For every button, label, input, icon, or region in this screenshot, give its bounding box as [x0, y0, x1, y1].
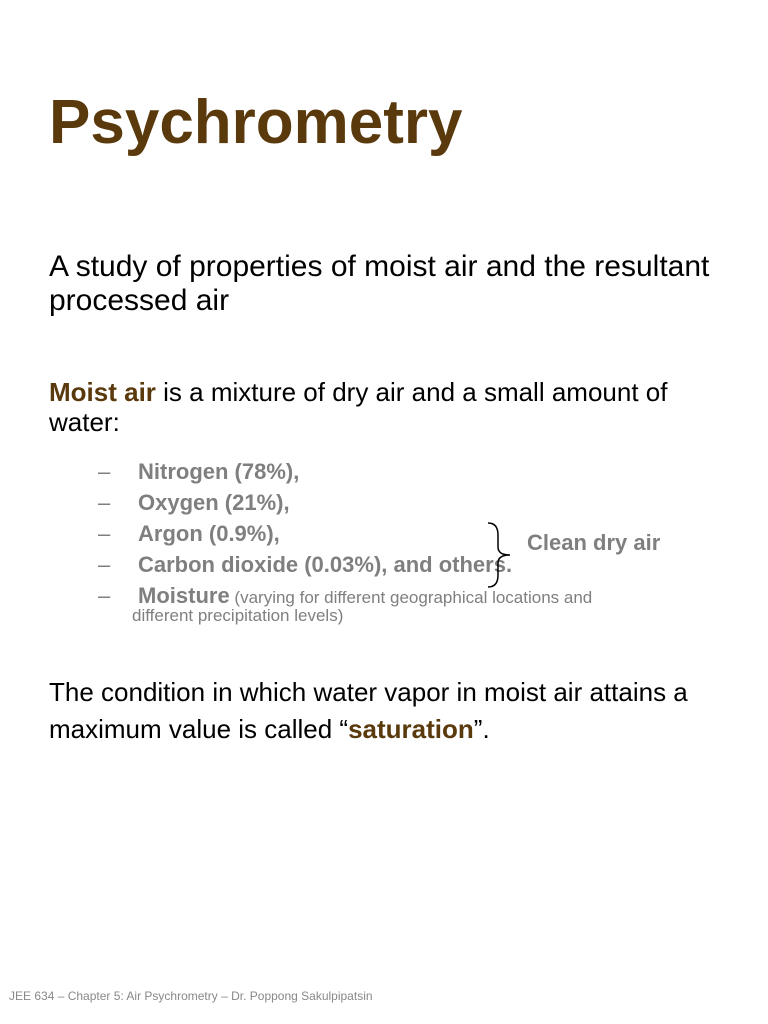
moisture-note: (varying for different geographical locations and	[229, 588, 593, 607]
curly-brace-icon	[485, 521, 515, 589]
clean-dry-air-label: Clean dry air	[527, 530, 661, 555]
moisture-note-continued: different precipitation levels)	[132, 606, 344, 625]
saturation-definition	[49, 674, 749, 748]
moist-air-description: is a mixture of dry air and a small amount of water:	[49, 377, 668, 437]
intro-text: A study of properties of moist air and the resultant processed air	[49, 250, 710, 317]
dash-bullet: –	[98, 552, 111, 577]
moist-air-term: Moist air	[49, 377, 156, 407]
air-components-list	[98, 456, 592, 613]
dash-bullet: –	[98, 521, 111, 546]
dash-bullet: –	[98, 583, 111, 608]
component-label: Nitrogen (78%),	[138, 459, 300, 484]
list-item	[98, 518, 592, 549]
slide-title: Psychrometry	[49, 88, 463, 157]
component-label: Argon (0.9%),	[138, 521, 280, 546]
saturation-text: The condition in which water vapor in moist air attains a maximum value is called “	[49, 677, 688, 744]
component-label: Oxygen (21%),	[138, 490, 290, 515]
list-item	[98, 549, 592, 580]
dash-bullet: –	[98, 459, 111, 484]
component-label: Moisture	[138, 583, 230, 608]
list-item	[98, 456, 592, 487]
slide-footer: JEE 634 – Chapter 5: Air Psychrometry – Dr. Poppong Sakulpipatsin	[9, 989, 373, 1003]
moist-air-definition	[49, 377, 739, 437]
list-item	[98, 487, 592, 518]
component-label: Carbon dioxide (0.03%), and others.	[138, 552, 513, 577]
saturation-end: ”.	[473, 714, 490, 744]
saturation-term: saturation	[348, 714, 474, 744]
dash-bullet: –	[98, 490, 111, 515]
